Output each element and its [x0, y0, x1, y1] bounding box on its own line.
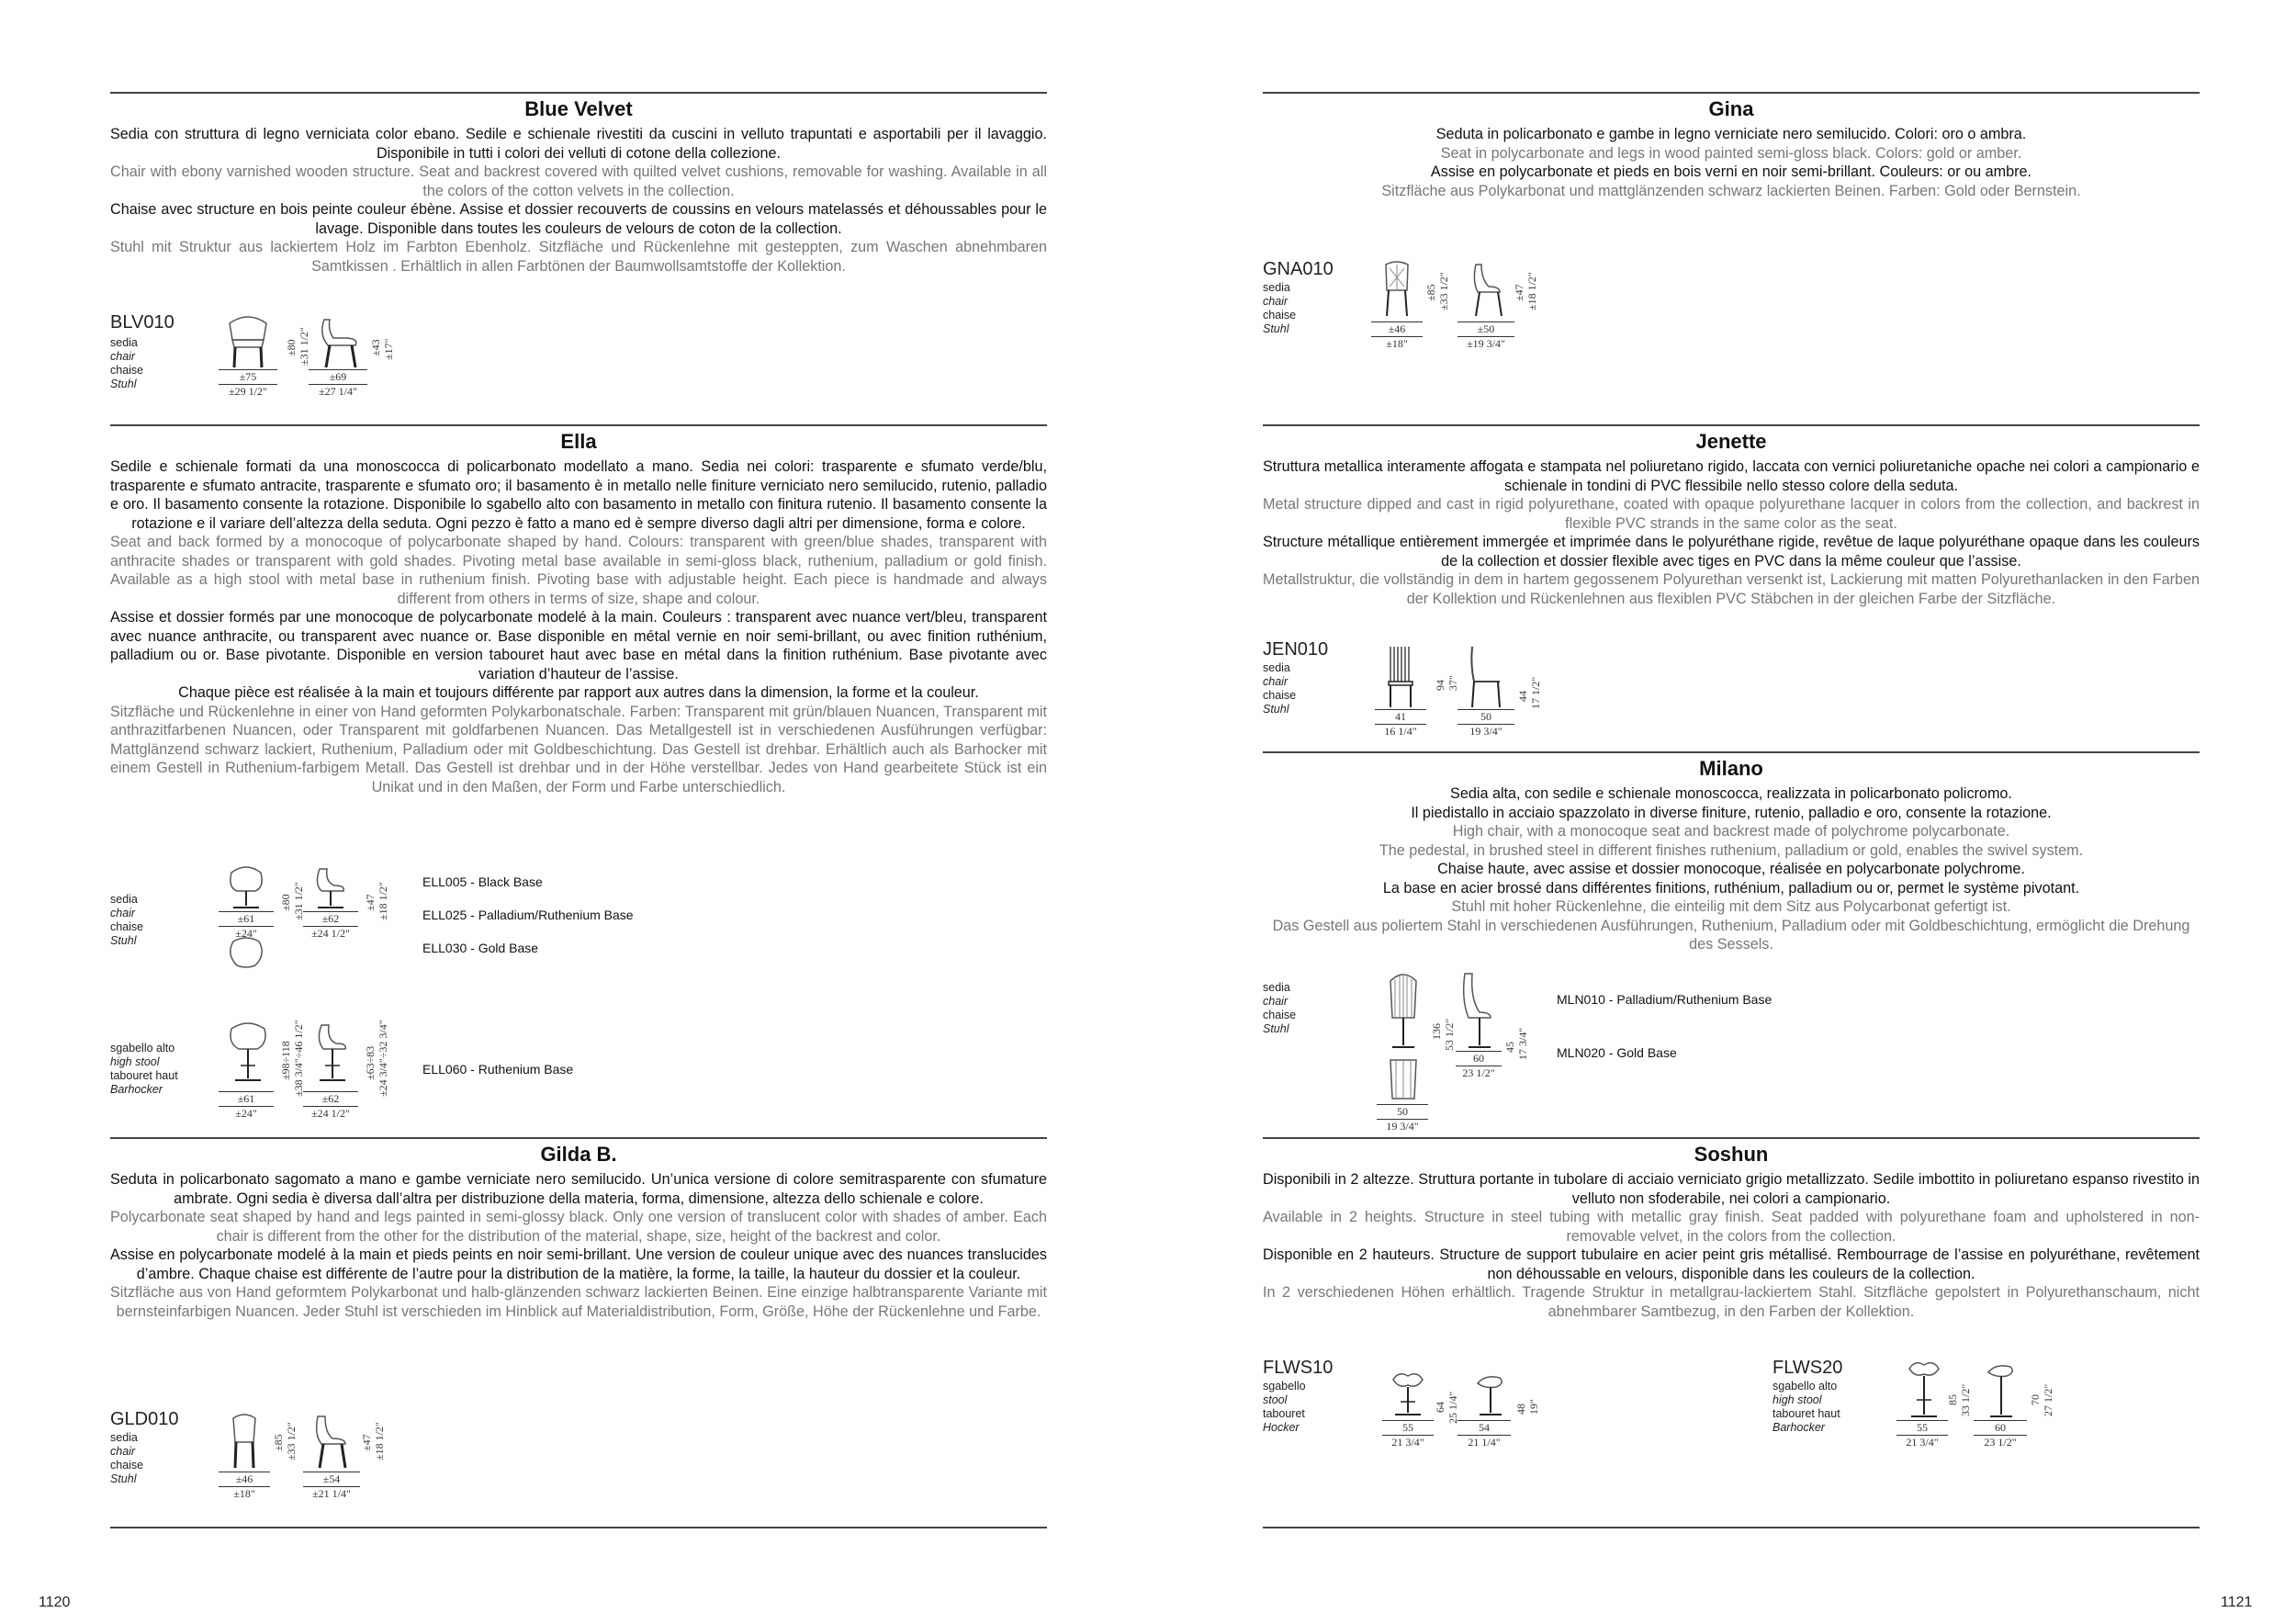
text-de: Stuhl mit Struktur aus lackiertem Holz im Farbton Ebenholz. Sitzfläche und Rückenlehne mit gesteppten, zum Waschen abnehmbaren Samtkissen . Erhältlich in allen Farbtönen der Baumwollsamtstoffe der Kollektion.: [110, 239, 1047, 275]
jen-dim-h: 94: [1434, 680, 1446, 691]
flws20-dim-s: 70: [2029, 1394, 2042, 1405]
flws20-dim-h: 85: [1946, 1394, 1959, 1405]
ella-stool-side-drawing: [312, 1021, 353, 1086]
product-code: BLV010: [110, 312, 174, 333]
section-title: Jenette: [1695, 430, 1767, 453]
type-labels: sedia chair chaise Stuhl: [110, 336, 144, 390]
section-gilda: [110, 1137, 1047, 1500]
flws10-dim-s: 48: [1514, 1404, 1527, 1415]
jenette-front-drawing: [1387, 645, 1414, 709]
ella-chair-side-drawing: [312, 865, 349, 911]
page-number-right: 1121: [2221, 1595, 2253, 1610]
stool-dim-h: ±98÷118: [279, 1041, 292, 1080]
flws20-dim-h-in: 33 1/2": [1959, 1383, 1972, 1416]
text-fr-2: Chaque pièce est réalisée à la main et toujours différente par rapport aux autres dans la dimension, la forme et la couleur.: [178, 684, 979, 701]
stool-dim-h-in: ±38 3/4"÷46 1/2": [292, 1020, 305, 1097]
section-jenette: [1263, 424, 2200, 738]
flws20-front-drawing: [1906, 1359, 1942, 1418]
stool-dim-s: ±63÷83: [364, 1045, 377, 1080]
text-en: Seat and back formed by a monocoque of polycarbonate shaped by hand. Colours: transparent with green/blue shades, transparent with anthracite shades or transparent with gold shades. Pivoting metal base available in semi-gloss black, ruthenium, palladium or gold finish. Available as a high stool with metal base in ruthenium finish. Pivoting base with adjustable height. Each piece is handmade and always different from others in terms of size, shape and colour.: [110, 534, 1047, 607]
text-it: Sedia alta, con sedile e schienale monoscocca, realizzata in policarbonato policromo.: [1450, 785, 2012, 802]
product-code: GLD010: [110, 1409, 179, 1429]
gilda-front-drawing: [228, 1413, 261, 1470]
section-title: Soshun: [1694, 1143, 1769, 1166]
section-milano: [1263, 751, 2200, 1133]
flws10-side-drawing: [1472, 1370, 1509, 1416]
text-fr: Structure métallique entièrement immergée et imprimée dans le polyuréthane rigide, revêtue de laque polyuréthane opaque dans les couleurs de la collection et dossier flexible avec tiges en PVC dans la même couleur que l’assise.: [1263, 534, 2200, 570]
dim-height-in: ±31 1/2": [298, 327, 310, 366]
text-de: Sitzfläche aus Polykarbonat und mattglänzenden schwarz lackierten Beinen. Farben: Gold oder Bernstein.: [1381, 182, 2081, 199]
dim-seat: ±43: [369, 339, 382, 356]
ella-stool-front-drawing: [228, 1021, 268, 1086]
text-en: Chair with ebony varnished wooden structure. Seat and backrest covered with quilted velvet cushions, removable for washing. Available in all the colors of the cotton velvets in the collection.: [110, 164, 1047, 199]
type-labels: sedia chair chaise Stuhl: [1263, 661, 1297, 716]
jen-dim-s-in: 17 1/2": [1529, 676, 1542, 709]
text-en-2: The pedestal, in brushed steel in different finishes ruthenium, palladium or gold, enables the swivel system.: [1379, 841, 2084, 859]
ella-dim-h-in: ±31 1/2": [292, 882, 305, 920]
type-labels-stool: sgabello stool tabouret Hocker: [1263, 1380, 1306, 1434]
gina-dim-s: ±47: [1513, 284, 1525, 301]
text-fr: Disponible en 2 hauteurs. Structure de support tubulaire en acier peint gris métallisé. Rembourrage de l’assise en polyuréthane, revêtement non déhoussable en velours, disponible dans les couleurs de la collection.: [1263, 1246, 2200, 1282]
flws20-dim-d: 60 23 1/2": [1974, 1420, 2027, 1449]
gilda-dim-d: ±54 ±21 1/4": [303, 1472, 360, 1501]
jen-dim-s: 44: [1516, 691, 1529, 702]
text-de: Metallstruktur, die vollständig in dem in hartem gegossenem Polyurethan versenkt ist, Lackierung mit matten Polyurethanlacken in den Farben der Kollektion und Rückenlehnen aus flexiblen PVC Stäbchen in der gleichen Farbe der Sitzfläche.: [1263, 571, 2200, 607]
type-labels: sedia chair chaise Stuhl: [110, 1431, 144, 1485]
flws10-front-drawing: [1390, 1370, 1426, 1416]
bottom-rule: [110, 1527, 1047, 1528]
flws20-dim-w: 55 21 3/4": [1896, 1420, 1948, 1449]
mln-dim-s: 45: [1503, 1042, 1516, 1053]
left-page: [110, 0, 1047, 1624]
mln-dim-s-in: 17 3/4": [1516, 1027, 1529, 1060]
stool-type-labels: sgabello alto high stool tabouret haut Barhocker: [110, 1042, 178, 1096]
gina-side-drawing: [1470, 261, 1503, 318]
text-it-2: Il piedistallo in acciaio spazzolato in diverse finiture, rutenio, palladio e oro, consente la rotazione.: [1411, 804, 2052, 821]
ella-dim-s-in: ±18 1/2": [377, 882, 389, 920]
gina-front-drawing: [1380, 261, 1413, 318]
text-fr: Assise et dossier formés par une monocoque de polycarbonate modelé à la main. Couleurs : transparent avec nuance vert/bleu, transparent avec nuance anthracite, ou transparent avec nuance or. Base disponible en métal vernie en noir semi-brillant, ou avec finition ruthénium, palladium ou or. Base pivotante. Disponible en version tabouret haut avec base en métal dans la finition ruthénium. Base pivotante avec variation d’hauteur de l’assise.: [110, 609, 1047, 682]
ref-ell025: ELL025 - Palladium/Ruthenium Base: [422, 908, 634, 922]
text-it: Seduta in policarbonato e gambe in legno verniciate nero semilucido. Colori: oro o ambra.: [1435, 126, 2027, 142]
ella-dim-d: ±62 ±24 1/2": [303, 911, 358, 941]
flws20-dim-s-in: 27 1/2": [2042, 1383, 2054, 1416]
text-en: Seat in polycarbonate and legs in wood painted semi-gloss black. Colors: gold or amber.: [1440, 144, 2022, 162]
ref-ell005: ELL005 - Black Base: [422, 874, 543, 889]
bottom-rule: [1263, 1527, 2200, 1528]
ella-dim-h: ±80: [279, 894, 292, 911]
text-en: High chair, with a monocoque seat and backrest made of polychrome polycarbonate.: [1452, 823, 2010, 840]
gina-dim-h: ±85: [1424, 284, 1437, 301]
section-soshun: [1263, 1137, 2200, 1449]
gina-dim-d: ±50 ±19 3/4": [1458, 321, 1514, 351]
gilda-dim-h-in: ±33 1/2": [285, 1422, 298, 1460]
type-labels: sedia chair chaise Stuhl: [1263, 981, 1297, 1035]
text-fr-2: La base en acier brossé dans différentes finitions, ruthénium, palladium ou or, permet le système pivotant.: [1382, 879, 2080, 897]
text-fr: Chaise avec structure en bois peinte couleur ébène. Assise et dossier recouverts de coussins en velours matelassés et déhoussables pour le lavage. Disponible dans toutes les couleurs de velours de coton de la collection.: [110, 201, 1047, 237]
jen-dim-h-in: 37": [1446, 675, 1459, 691]
product-code-flws10: FLWS10: [1263, 1358, 1334, 1378]
text-it: Sedile e schienale formati da una monoscocca di policarbonato modellato a mano. Sedia nei colori: trasparente e sfumato verde/blu, trasparente e sfumato antracite, trasparente e sfumato oro; il basamento è in metallo nelle finiture verniciato nero semilucido, rutenio, palladio e oro. Il basamento consente la rotazione. Disponibile lo sgabello alto con basamento in metallo con finitura rutenio. Il basamento consente la rotazione e il variare dell’altezza della seduta. Ogni pezzo è fatto a mano ed è sempre diverso dagli altri per dimensione, forma e colore.: [110, 458, 1047, 532]
text-it: Struttura metallica interamente affogata e stampata nel poliuretano rigido, laccata con vernici poliuretaniche opache nei colori a campionario e schienale in tondini di PVC flessibile nello stesso colore della seduta.: [1263, 458, 2200, 494]
section-title: Blue Velvet: [524, 97, 633, 120]
text-de: In 2 verschiedenen Höhen erhältlich. Tragende Struktur in metallgrau-lackiertem Stahl. Sitzfläche gepolstert in Polyurethanschaum, nicht abnehmbarer Samtbezug, in den Farben der Kollektion.: [1263, 1284, 2200, 1320]
jen-dim-d: 50 19 3/4": [1458, 709, 1514, 739]
mln-dim-w: 50 19 3/4": [1377, 1104, 1428, 1133]
stool-dim-w: ±61 ±24": [219, 1091, 274, 1121]
section-title: Gilda B.: [540, 1143, 617, 1166]
section-title: Milano: [1699, 757, 1763, 780]
mln-dim-d: 60 23 1/2": [1456, 1051, 1502, 1080]
dim-height: ±80: [285, 339, 298, 356]
section-gina: [1263, 92, 2200, 350]
dim-seat-in: ±17": [382, 338, 395, 360]
flws10-dim-h: 64: [1434, 1402, 1446, 1413]
product-code: JEN010: [1263, 639, 1329, 660]
flws10-dim-d: 54 21 1/4": [1458, 1420, 1511, 1449]
product-code: GNA010: [1263, 259, 1334, 279]
text-en: Polycarbonate seat shaped by hand and legs painted in semi-glossy black. Only one version of translucent color with shades of amber. Each chair is different from the other for the distribution of the material, shape, size, height of the backrest and color.: [110, 1209, 1047, 1245]
flws20-side-drawing: [1983, 1359, 2020, 1418]
text-fr: Chaise haute, avec assise et dossier monocoque, réalisée en polycarbonate polychrome.: [1437, 861, 2025, 877]
text-it: Sedia con struttura di legno verniciata color ebano. Sedile e schienale rivestiti da cuscini in velluto trapuntati e asportabili per il lavaggio. Disponibile in tutti i colori dei velluti di cotone della collezione.: [110, 126, 1047, 162]
chair-type-labels: sedia chair chaise Stuhl: [110, 893, 144, 947]
text-de: Stuhl mit hoher Rückenlehne, die einteilig mit dem Sitz aus Polycarbonat gefertigt ist.: [1451, 898, 2011, 915]
section-blue-velvet: [110, 92, 1047, 398]
blue-velvet-front-drawing: [225, 314, 271, 369]
ref-ell030: ELL030 - Gold Base: [422, 941, 539, 955]
right-page: [1263, 0, 2200, 1624]
section-title: Gina: [1708, 97, 1754, 120]
stool-dim-s-in: ±24 3/4"÷32 3/4": [377, 1020, 389, 1097]
text-fr: Assise en polycarbonate et pieds en bois verni en noir semi-brillant. Couleurs: or ou ambre.: [1430, 164, 2032, 180]
gina-dim-h-in: ±33 1/2": [1437, 272, 1450, 310]
mln-dim-h-in: 53 1/2": [1443, 1018, 1456, 1051]
gina-dim-s-in: ±18 1/2": [1525, 272, 1538, 310]
ref-ell060: ELL060 - Ruthenium Base: [422, 1062, 574, 1077]
text-en: Metal structure dipped and cast in rigid polyurethane, coated with opaque polyurethane lacquer in colors from the collection, and backrest in flexible PVC strands in the same color as the seat.: [1263, 496, 2200, 532]
gilda-side-drawing: [312, 1413, 349, 1470]
flws10-dim-w: 55 21 3/4": [1382, 1420, 1434, 1449]
mln-dim-h: 136: [1430, 1023, 1443, 1040]
gilda-dim-s-in: ±18 1/2": [373, 1422, 386, 1460]
text-en: Available in 2 heights. Structure in steel tubing with metallic gray finish. Seat padded with polyurethane foam and upholstered in non-removable velvet, in the colors from the collection.: [1263, 1209, 2200, 1245]
type-labels: sedia chair chaise Stuhl: [1263, 281, 1297, 335]
text-it: Disponibili in 2 altezze. Struttura portante in tubolare di acciaio verniciato grigio metallizzato. Sedile imbottito in poliuretano espanso rivestito in velluto non sfoderabile, nei colori a campionario.: [1263, 1171, 2200, 1207]
ella-top-view-drawing: [228, 936, 264, 969]
flws10-dim-h-in: 25 1/4": [1446, 1391, 1459, 1424]
blue-velvet-side-drawing: [317, 314, 363, 369]
ref-mln010: MLN010 - Palladium/Ruthenium Base: [1557, 992, 1773, 1007]
ella-chair-front-drawing: [228, 865, 264, 911]
text-de: Sitzfläche und Rückenlehne in einer von Hand geformten Polykarbonatschale. Farben: Transparent mit grün/blauen Nuancen, Transparent mit anthrazitfarbenen Nuancen, oder Transparent mit goldfarbenen Nuancen. Das Metallgestell ist in verschiedenen Ausführungen verfügbar: Mattglänzend schwarz lackiert, Ruthenium, Palladium oder mit Goldbeschichtung. Das Gestell ist drehbar. Erhältlich auch als Barhocker mit einem Gestell in Ruthenium-farbigem Metall. Das Gestell ist drehbar und in der Höhe verstellbar. Jedes von Hand gearbeitete Stück ist ein Unikat und in den Maßen, der Form und Farbe unterschiedlich.: [110, 703, 1047, 795]
section-ella: [110, 424, 1047, 1120]
jenette-side-drawing: [1467, 645, 1503, 709]
page-number-left: 1120: [39, 1595, 71, 1610]
gina-dim-w: ±46 ±18": [1371, 321, 1423, 351]
ref-mln020: MLN020 - Gold Base: [1557, 1045, 1677, 1060]
gilda-dim-w: ±46 ±18": [219, 1472, 270, 1501]
ella-dim-s: ±47: [364, 894, 377, 911]
gilda-dim-h: ±85: [272, 1434, 285, 1451]
dim-width: ±75 ±29 1/2": [219, 369, 277, 399]
text-de-2: Das Gestell aus poliertem Stahl in verschiedenen Ausführungen, Ruthenium, Palladium oder mit Goldbeschichtung, ermöglicht die Drehung des Sessels.: [1272, 917, 2190, 953]
text-de: Sitzfläche aus von Hand geformtem Polykarbonat und halb-glänzenden schwarz lackierten Beinen. Eine einzige halbtransparente Variante mit bernsteinfarbigen Nuancen. Jeder Stuhl ist verschieden im Hinblick auf Materialdistribution, Form, Größe, Höhe der Rückenlehne und Farbe.: [110, 1284, 1047, 1320]
flws10-dim-s-in: 19": [1527, 1399, 1540, 1415]
text-fr: Assise en polycarbonate modelé à la main et pieds peints en noir semi-brillant. Une version de couleur unique avec des nuances translucides d’ambre. Chaque chaise est différente de l’autre pour la distribution de la matière, la forme, la taille, la hauteur du dossier et la couleur.: [110, 1246, 1047, 1282]
milano-top-view-drawing: [1387, 1056, 1420, 1102]
gilda-dim-s: ±47: [360, 1434, 373, 1451]
text-it: Seduta in policarbonato sagomato a mano e gambe verniciate nero semilucido. Un’unica versione di colore semitrasparente con sfumature ambrate. Ogni sedia è diversa dall’altra per distribuzione della materia, forma, dimensione, altezza dello schienale e colore.: [110, 1171, 1047, 1207]
type-labels-high-stool: sgabello alto high stool tabouret haut Barhocker: [1773, 1380, 1840, 1434]
section-title: Ella: [560, 430, 597, 453]
ella-dim-w: ±61 ±24": [219, 911, 274, 941]
jen-dim-w: 41 16 1/4": [1375, 709, 1426, 739]
milano-front-drawing: [1387, 972, 1420, 1049]
milano-side-drawing: [1459, 972, 1496, 1049]
dim-depth: ±69 ±27 1/4": [309, 369, 367, 399]
product-code-flws20: FLWS20: [1773, 1358, 1843, 1378]
stool-dim-d: ±62 ±24 1/2": [303, 1091, 358, 1121]
